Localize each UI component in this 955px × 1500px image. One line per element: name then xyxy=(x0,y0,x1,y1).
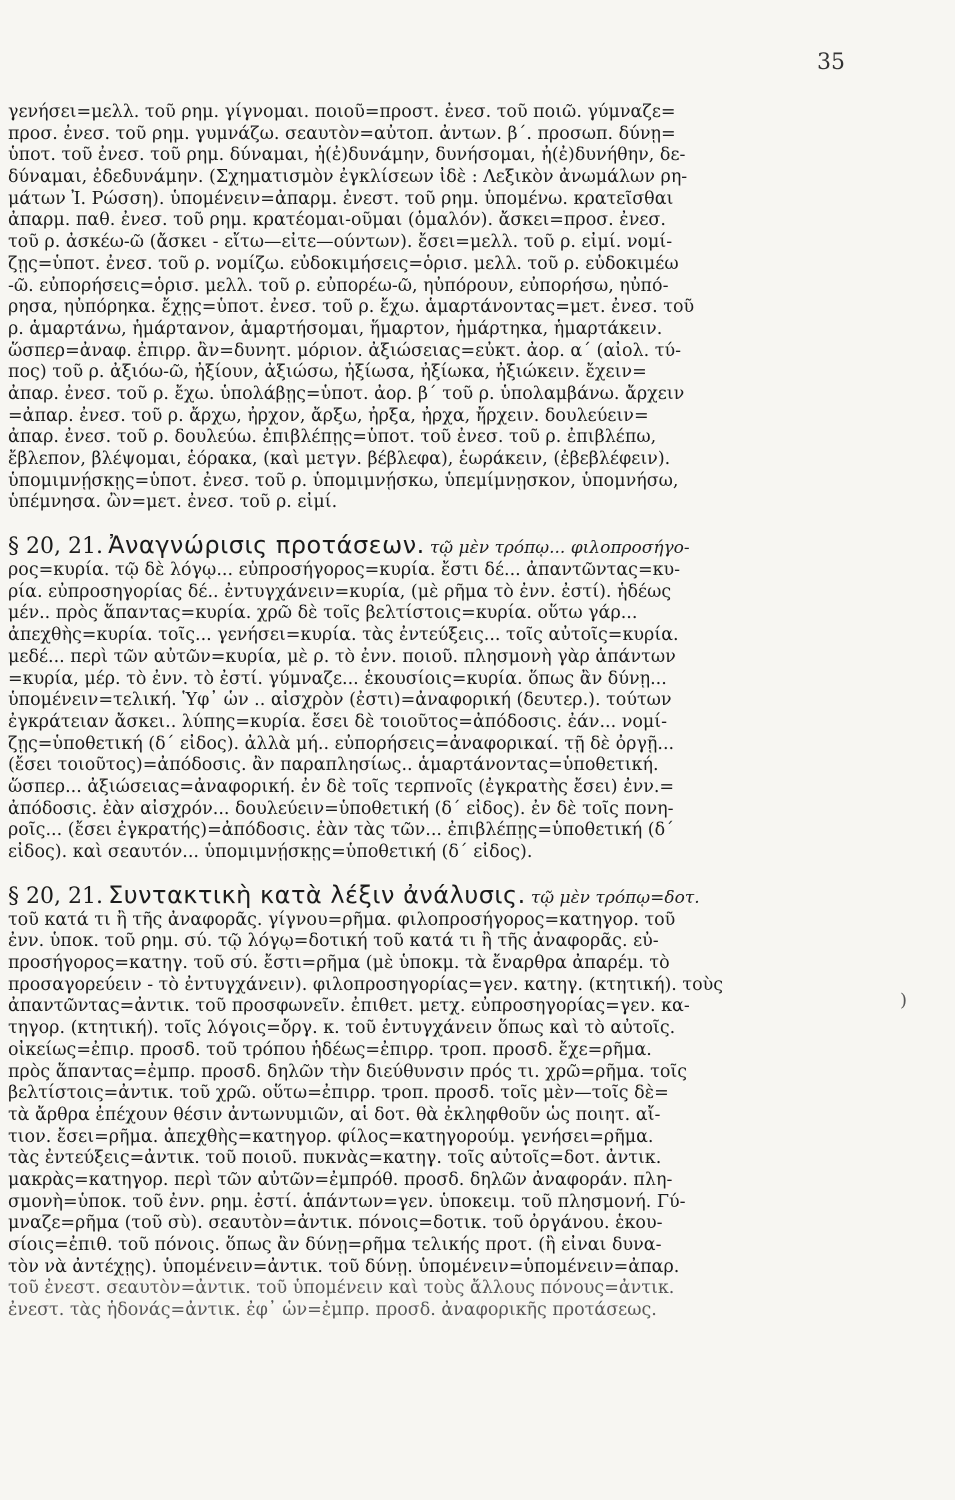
text-line: ρ. ἁμαρτάνω, ἡμάρτανον, ἁμαρτήσομαι, ἥμαρτον, ἡμάρτηκα, ἡμαρτάκειν. xyxy=(8,318,663,339)
text-line: μέν.. πρὸς ἅπαντας=κυρία. χρῶ δὲ τοῖς βελτίστοις=κυρία. οὕτω γάρ... xyxy=(8,603,638,624)
margin-mark: ) xyxy=(900,990,908,1011)
text-line: =ἀπαρ. ἐνεσ. τοῦ ρ. ἄρχω, ἦρχον, ἄρξω, ἦρξα, ἦρχα, ἤρχειν. δουλεύειν= xyxy=(8,405,649,426)
text-line: ἐγκράτειαν ἄσκει.. λύπης=κυρία. ἔσει δὲ τοιοῦτος=ἀπόδοσις. ἐάν... νομί- xyxy=(8,711,668,732)
page-number: 35 xyxy=(817,50,845,75)
page-body xyxy=(8,102,850,1322)
text-line: τιον. ἔσει=ρῆμα. ἀπεχθὴς=κατηγορ. φίλος=κατηγορούμ. γενήσει=ρῆμα. xyxy=(8,1126,654,1147)
text-line: ἀπαρμ. παθ. ἐνεσ. τοῦ ρημ. κρατέομαι-οῦμαι (ὁμαλόν). ἄσκει=προσ. ἐνεσ. xyxy=(8,210,666,231)
text-line: ροῖς... (ἔσει ἐγκρατής)=ἀπόδοσις. ἐὰν τὰς τῶν... ἐπιβλέπῃς=ὑποθετική (δ΄ xyxy=(8,820,674,841)
text-line: ἀπαρ. ἐνεσ. τοῦ ρ. ἔχω. ὑπολάβῃς=ὑποτ. ἀορ. β΄ τοῦ ρ. ὑπολαμβάνω. ἄρχειν xyxy=(8,383,685,404)
text-line: ἀπόδοσις. ἐὰν αἰσχρόν... δουλεύειν=ὑποθετική (δ΄ εἶδος). ἐν δὲ τοῖς πονη- xyxy=(8,798,674,819)
text-line: προσ. ἐνεσ. τοῦ ρημ. γυμνάζω. σεαυτὸν=αὐτοπ. ἀντων. β΄. προσωπ. δύνῃ= xyxy=(8,123,676,144)
text-line: τὰς ἐντεύξεις=ἀντικ. τοῦ ποιοῦ. πυκνὰς=κατηγ. τοῖς αὐτοῖς=δοτ. ἀντικ. xyxy=(8,1148,662,1169)
text-line: ἀπαντῶντας=ἀντικ. τοῦ προσφωνεῖν. ἐπιθετ. μετχ. εὐπροσηγορίας=γεν. κα- xyxy=(8,996,690,1017)
text-line: μάτων Ἰ. Ρώσση). ὑπομένειν=ἀπαρμ. ἐνεστ. τοῦ ρημ. ὑπομένω. κρατεῖσθαι xyxy=(8,188,674,209)
text-line: δύναμαι, ἐδεδυνάμην. (Σχηματισμὸν ἐγκλίσεων ἰδὲ : Λεξικὸν ἀνωμάλων ρη- xyxy=(8,167,688,188)
text-line: ἀπεχθὴς=κυρία. τοῖς... γενήσει=κυρία. τὰς ἐντεύξεις... τοῖς αὐτοῖς=κυρία. xyxy=(8,625,679,646)
paragraph-grammatical-notes xyxy=(8,102,850,514)
text-line: οἰκείως=ἐπιρ. προσδ. τοῦ τρόπου ἡδέως=ἐπιρρ. τροπ. προσδ. ἔχε=ρῆμα. xyxy=(8,1039,652,1060)
section-title: Συντακτικὴ κατὰ λέξιν ἀνάλυσις. xyxy=(108,880,526,909)
text-line: ἐνεστ. τὰς ἡδονάς=ἀντικ. ἐφ᾿ ὧν=ἐμπρ. προσδ. ἀναφορικῆς προτάσεως. xyxy=(8,1300,657,1321)
text-line: ὑποτ. τοῦ ἐνεσ. τοῦ ρημ. δύναμαι, ἠ(ἐ)δυνάμην, δυνήσομαι, ἠ(ἐ)δυνήθην, δε- xyxy=(8,145,686,166)
text-line: τοῦ κατά τι ἢ τῆς ἀναφορᾶς. γίγνου=ρῆμα. φιλοπροσήγορος=κατηγορ. τοῦ xyxy=(8,909,676,930)
text-line: γενήσει=μελλ. τοῦ ρημ. γίγνομαι. ποιοῦ=προστ. ἐνεσ. τοῦ ποιῶ. γύμναζε= xyxy=(8,102,676,122)
text-line: βελτίστοις=ἀντικ. τοῦ χρῶ. οὕτω=ἐπιρρ. τροπ. προσδ. τοῖς μὲν—τοῖς δὲ= xyxy=(8,1083,669,1104)
text-line: ρία. εὐπροσηγορίας δέ.. ἐντυγχάνειν=κυρία, (μὲ ρῆμα τὸ ἐνν. ἐστί). ἡδέως xyxy=(8,581,672,602)
text-line: ἐνν. ὑποκ. τοῦ ρημ. σύ. τῷ λόγῳ=δοτική τοῦ κατά τι ἢ τῆς ἀναφορᾶς. εὐ- xyxy=(8,931,659,952)
section-heading-syntactic-analysis xyxy=(8,880,850,910)
text-line: πρὸς ἅπαντας=ἐμπρ. προσδ. δηλῶν τὴν διεύθυνσιν πρός τι. χρῶ=ρῆμα. τοῖς xyxy=(8,1061,688,1082)
text-line: ἔβλεπον, βλέψομαι, ἑόρακα, (καὶ μετγν. βέβλεφα), ἑωράκειν, (ἐβεβλέφειν). xyxy=(8,449,671,469)
paragraph-syntactic-analysis xyxy=(8,910,850,1322)
section-number: § 20, 21. xyxy=(8,883,103,909)
text-line: μεδέ... περὶ τῶν αὐτῶν=κυρία, μὲ ρ. τὸ ἐνν. ποιοῦ. πλησμονὴ γὰρ ἁπάντων xyxy=(8,646,676,667)
text-line: ζῃς=ὑποτ. ἐνεσ. τοῦ ρ. νομίζω. εὐδοκιμήσεις=ὁρισ. μελλ. τοῦ ρ. εὐδοκιμέω xyxy=(8,253,679,274)
text-line: -ῶ. εὐπορήσεις=ὁρισ. μελλ. τοῦ ρ. εὐπορέω-ῶ, ηὐπόρουν, εὐπορήσω, ηὐπό- xyxy=(8,275,669,296)
section-heading-recognition xyxy=(8,530,850,560)
text-line: τοῦ ἐνεστ. σεαυτὸν=ἀντικ. τοῦ ὑπομένειν καὶ τοὺς ἄλλους πόνους=ἀντικ. xyxy=(8,1278,675,1299)
text-line: τὰ ἄρθρα ἐπέχουν θέσιν ἀντωνυμιῶν, αἱ δοτ. θὰ ἐκληφθοῦν ὡς ποιητ. αἴ- xyxy=(8,1104,661,1125)
section-heading-continuation: τῷ μὲν τρόπῳ... φιλοπροσήγο- xyxy=(429,538,690,559)
text-line: ὥσπερ... ἀξιώσειας=ἀναφορική. ἐν δὲ τοῖς τερπνοῖς (ἐγκρατὴς ἔσει) ἐνν.= xyxy=(8,776,675,797)
text-line: ὥσπερ=ἀναφ. ἐπιρρ. ἂν=δυνητ. μόριον. ἀξιώσειας=εὐκτ. ἀορ. α΄ (αἰολ. τύ- xyxy=(8,340,682,361)
text-line: ζῃς=ὑποθετική (δ΄ εἶδος). ἀλλὰ μή.. εὐπορήσεις=ἀναφορικαί. τῇ δὲ ὀργῇ... xyxy=(8,733,675,754)
text-line: εἶδος). καὶ σεαυτόν... ὑπομιμνῄσκῃς=ὑποθετική (δ΄ εἶδος). xyxy=(8,842,533,862)
text-line: ἀπαρ. ἐνεσ. τοῦ ρ. δουλεύω. ἐπιβλέπῃς=ὑποτ. τοῦ ἐνεσ. τοῦ ρ. ἐπιβλέπω, xyxy=(8,427,657,448)
paragraph-sentence-recognition xyxy=(8,560,850,864)
text-line: σμονὴ=ὑποκ. τοῦ ἐνν. ρημ. ἐστί. ἁπάντων=γεν. ὑποκειμ. τοῦ πλησμονή. Γύ- xyxy=(8,1191,686,1212)
section-heading-continuation: τῷ μὲν τρόπῳ=δοτ. xyxy=(530,887,700,908)
text-line: τὸν νὰ ἀντέχῃς). ὑπομένειν=ἀντικ. τοῦ δύνῃ. ὑπομένειν=ὑπομένειν=ἀπαρ. xyxy=(8,1256,680,1277)
text-line: τηγορ. (κτητική). τοῖς λόγοις=ὄργ. κ. τοῦ ἐντυγχάνειν ὅπως καὶ τὸ αὐτοῖς. xyxy=(8,1018,676,1039)
text-line: τοῦ ρ. ἀσκέω-ῶ (ἄσκει - εἴτω—εἶτε—ούντων). ἔσει=μελλ. τοῦ ρ. εἰμί. νομί- xyxy=(8,232,673,253)
section-number: § 20, 21. xyxy=(8,534,103,560)
text-line: πος) τοῦ ρ. ἀξιόω-ῶ, ἠξίουν, ἀξιώσω, ἠξίωσα, ἠξίωκα, ἠξιώκειν. ἔχειν= xyxy=(8,362,647,383)
section-title: Ἀναγνώρισις προτάσεων. xyxy=(108,531,425,560)
text-line: ὑπομιμνῄσκῃς=ὑποτ. ἐνεσ. τοῦ ρ. ὑπομιμνῄσκω, ὑπεμίμνῃσκον, ὑπομνήσω, xyxy=(8,470,679,491)
text-line: =κυρία, μέρ. τὸ ἐνν. τὸ ἐστί. γύμναζε... ἑκουσίοις=κυρία. ὅπως ἂν δύνῃ... xyxy=(8,668,667,689)
text-line: ρησα, ηὐπόρηκα. ἔχῃς=ὑποτ. ἐνεσ. τοῦ ρ. ἔχω. ἁμαρτάνοντας=μετ. ἐνεσ. τοῦ xyxy=(8,297,695,318)
text-line: προσαγορεύειν - τὸ ἐντυγχάνειν). φιλοπροσηγορίας=γεν. κατηγ. (κτητική). τοὺς xyxy=(8,974,724,995)
text-line: μναζε=ρῆμα (τοῦ σὺ). σεαυτὸν=ἀντικ. πόνοις=δοτικ. τοῦ ὀργάνου. ἑκου- xyxy=(8,1213,663,1234)
text-line: ρος=κυρία. τῷ δὲ λόγῳ... εὐπροσήγορος=κυρία. ἔστι δέ... ἀπαντῶντας=κυ- xyxy=(8,560,681,581)
text-line: μακρὰς=κατηγορ. περὶ τῶν αὐτῶν=ἐμπρόθ. προσδ. δηλῶν ἀναφοράν. πλη- xyxy=(8,1169,673,1190)
text-line: (ἔσει τοιοῦτος)=ἀπόδοσις. ἂν παραπλησίως.. ἁμαρτάνοντας=ὑποθετική. xyxy=(8,755,659,776)
text-line: ὑπομένειν=τελική. Ὑφ᾿ ὧν .. αἰσχρὸν (ἐστι)=ἀναφορική (δευτερ.). τούτων xyxy=(8,690,672,711)
text-line: ὑπέμνησα. ὢν=μετ. ἐνεσ. τοῦ ρ. εἰμί. xyxy=(8,492,338,513)
text-line: σίοις=ἐπιθ. τοῦ πόνοις. ὅπως ἂν δύνῃ=ρῆμα τελικής προτ. (ἢ εἶναι δυνα- xyxy=(8,1235,662,1255)
text-line: προσήγορος=κατηγ. τοῦ σύ. ἔστι=ρῆμα (μὲ ὑποκμ. τὰ ἔναρθρα ἀπαρέμ. τὸ xyxy=(8,953,670,974)
